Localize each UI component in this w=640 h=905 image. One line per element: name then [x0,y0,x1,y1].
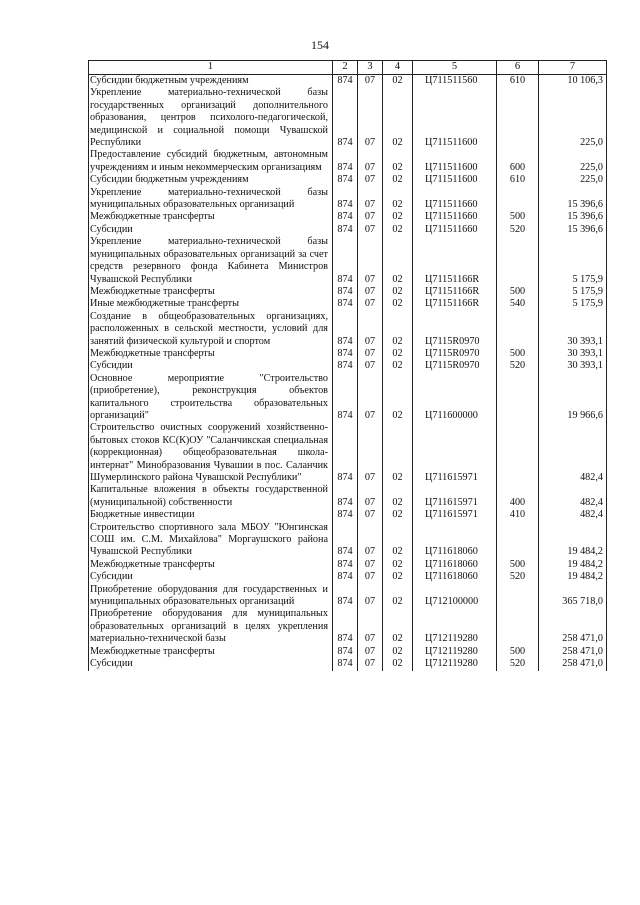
row-code-3: 07 [358,348,383,360]
row-expense-type: 500 [497,559,539,571]
table-row [89,584,607,609]
table-row [89,298,607,310]
table-header [89,61,607,75]
row-target-article: Ц711600000 [413,373,497,423]
table-row [89,149,607,174]
row-code-4: 02 [383,608,413,645]
row-code-4: 02 [383,348,413,360]
row-name: Строительство спортивного зала МБОУ "Юнгинская СОШ им. С.М. Михайлова" Моргаушского района Чувашской Республики [89,522,333,559]
row-target-article: Ц711615971 [413,484,497,509]
row-name: Межбюджетные трансферты [89,646,333,658]
row-code-2: 874 [333,298,358,310]
table-row [89,75,607,88]
row-name: Субсидии [89,224,333,236]
row-target-article: Ц711615971 [413,509,497,521]
row-expense-type: 520 [497,224,539,236]
header-col-5: 5 [413,61,497,75]
row-code-4: 02 [383,174,413,186]
row-expense-type [497,522,539,559]
row-target-article: Ц7115R0970 [413,311,497,348]
row-code-4: 02 [383,236,413,286]
row-expense-type [497,236,539,286]
row-code-4: 02 [383,211,413,223]
row-target-article: Ц711511660 [413,187,497,212]
table-row [89,522,607,559]
row-amount: 19 484,2 [539,559,607,571]
table-row [89,373,607,423]
row-expense-type [497,373,539,423]
header-col-7: 7 [539,61,607,75]
table-row [89,211,607,223]
table-row [89,236,607,286]
row-target-article: Ц711511600 [413,149,497,174]
row-target-article: Ц711511660 [413,224,497,236]
row-amount: 30 393,1 [539,311,607,348]
row-code-2: 874 [333,571,358,583]
row-code-2: 874 [333,311,358,348]
row-target-article: Ц711618060 [413,571,497,583]
table-row [89,360,607,372]
row-name: Субсидии бюджетным учреждениям [89,174,333,186]
table-row [89,174,607,186]
table-row [89,608,607,645]
row-code-3: 07 [358,75,383,88]
row-code-3: 07 [358,422,383,484]
row-code-3: 07 [358,658,383,670]
row-amount: 30 393,1 [539,360,607,372]
table-row [89,422,607,484]
row-code-2: 874 [333,236,358,286]
row-amount: 225,0 [539,174,607,186]
row-code-4: 02 [383,559,413,571]
table-row [89,286,607,298]
row-code-2: 874 [333,75,358,88]
row-code-2: 874 [333,360,358,372]
row-code-4: 02 [383,149,413,174]
row-code-3: 07 [358,224,383,236]
row-target-article: Ц7115R0970 [413,360,497,372]
row-name: Субсидии бюджетным учреждениям [89,75,333,88]
header-col-1: 1 [89,61,333,75]
row-name: Бюджетные инвестиции [89,509,333,521]
row-expense-type: 400 [497,484,539,509]
row-name: Межбюджетные трансферты [89,348,333,360]
row-amount: 482,4 [539,509,607,521]
row-code-3: 07 [358,236,383,286]
row-expense-type [497,311,539,348]
row-code-4: 02 [383,298,413,310]
table-row [89,348,607,360]
row-name: Межбюджетные трансферты [89,559,333,571]
row-name: Приобретение оборудования для муниципальных образовательных организаций в целях укрепления материально-технической базы [89,608,333,645]
row-target-article: Ц711511600 [413,87,497,149]
row-code-2: 874 [333,422,358,484]
table-row [89,571,607,583]
row-code-4: 02 [383,311,413,348]
row-expense-type: 520 [497,658,539,670]
row-target-article: Ц711618060 [413,559,497,571]
row-amount: 482,4 [539,484,607,509]
row-code-2: 874 [333,149,358,174]
row-target-article: Ц712119280 [413,658,497,670]
row-code-4: 02 [383,373,413,423]
row-expense-type: 410 [497,509,539,521]
header-col-6: 6 [497,61,539,75]
row-code-3: 07 [358,286,383,298]
row-expense-type [497,87,539,149]
row-target-article: Ц71151166R [413,236,497,286]
row-amount: 5 175,9 [539,298,607,310]
page-number: 154 [311,38,329,52]
header-col-3: 3 [358,61,383,75]
row-amount: 5 175,9 [539,236,607,286]
row-expense-type: 500 [497,286,539,298]
table-row [89,658,607,670]
row-code-3: 07 [358,571,383,583]
row-amount: 30 393,1 [539,348,607,360]
row-code-2: 874 [333,522,358,559]
table-row [89,311,607,348]
row-code-3: 07 [358,211,383,223]
row-name: Приобретение оборудования для государственных и муниципальных образовательных организаций [89,584,333,609]
row-target-article: Ц71151166R [413,286,497,298]
row-amount: 482,4 [539,422,607,484]
row-code-2: 874 [333,187,358,212]
row-code-4: 02 [383,360,413,372]
row-target-article: Ц71151166R [413,298,497,310]
row-code-3: 07 [358,311,383,348]
row-expense-type: 610 [497,174,539,186]
row-amount: 15 396,6 [539,224,607,236]
row-code-4: 02 [383,522,413,559]
row-code-4: 02 [383,646,413,658]
row-amount: 258 471,0 [539,608,607,645]
row-name: Субсидии [89,571,333,583]
row-name: Укрепление материально-технической базы государственных организаций дополнительного образования, центров психолого-педагогической, медицинской и социальной помощи Чувашской Республики [89,87,333,149]
row-name: Создание в общеобразовательных организациях, расположенных в сельской местности, условий для занятий физической культурой и спортом [89,311,333,348]
row-code-2: 874 [333,584,358,609]
row-target-article: Ц711511660 [413,211,497,223]
row-expense-type: 520 [497,360,539,372]
row-target-article: Ц711511560 [413,75,497,88]
row-target-article: Ц711615971 [413,422,497,484]
row-code-4: 02 [383,286,413,298]
row-name: Предоставление субсидий бюджетным, автономным учреждениям и иным некоммерческим организациям [89,149,333,174]
row-code-4: 02 [383,571,413,583]
row-expense-type [497,584,539,609]
row-code-3: 07 [358,509,383,521]
row-code-3: 07 [358,584,383,609]
row-code-3: 07 [358,149,383,174]
row-expense-type: 500 [497,646,539,658]
row-code-3: 07 [358,559,383,571]
row-amount: 10 106,3 [539,75,607,88]
row-code-3: 07 [358,484,383,509]
table-row [89,646,607,658]
row-code-2: 874 [333,348,358,360]
row-expense-type: 610 [497,75,539,88]
row-name: Капитальные вложения в объекты государственной (муниципальной) собственности [89,484,333,509]
row-expense-type [497,608,539,645]
row-expense-type: 520 [497,571,539,583]
table-row [89,484,607,509]
row-target-article: Ц712119280 [413,646,497,658]
row-amount: 15 396,6 [539,187,607,212]
row-code-4: 02 [383,75,413,88]
row-code-4: 02 [383,658,413,670]
row-code-2: 874 [333,608,358,645]
table-body [89,75,607,671]
row-code-2: 874 [333,211,358,223]
row-expense-type [497,422,539,484]
row-code-4: 02 [383,224,413,236]
row-amount: 19 484,2 [539,571,607,583]
row-amount: 258 471,0 [539,658,607,670]
row-code-3: 07 [358,522,383,559]
row-code-4: 02 [383,187,413,212]
row-name: Укрепление материально-технической базы муниципальных образовательных организаций за счет средств резервного фонда Кабинета Министров Чувашской Республики [89,236,333,286]
row-code-2: 874 [333,174,358,186]
row-code-2: 874 [333,373,358,423]
row-code-3: 07 [358,360,383,372]
row-expense-type: 600 [497,149,539,174]
table-row [89,509,607,521]
row-code-2: 874 [333,559,358,571]
row-code-3: 07 [358,298,383,310]
row-expense-type [497,187,539,212]
row-amount: 225,0 [539,87,607,149]
row-code-3: 07 [358,174,383,186]
row-name: Субсидии [89,658,333,670]
row-name: Строительство очистных сооружений хозяйственно-бытовых стоков КС(К)ОУ "Саланчикская специальная (коррекционная) общеобразовательная школа-интернат" Минобразования Чувашии в пос. Саланчик Шумерлинского района Чувашской Республики" [89,422,333,484]
table-row [89,187,607,212]
table-row [89,559,607,571]
row-code-2: 874 [333,646,358,658]
row-name: Укрепление материально-технической базы муниципальных образовательных организаций [89,187,333,212]
row-target-article: Ц712100000 [413,584,497,609]
row-target-article: Ц711511600 [413,174,497,186]
table-row [89,224,607,236]
row-target-article: Ц711618060 [413,522,497,559]
row-name: Основное мероприятие "Строительство (приобретение), реконструкция объектов капитального строительства образовательных организаций" [89,373,333,423]
row-code-2: 874 [333,658,358,670]
row-code-4: 02 [383,422,413,484]
row-code-3: 07 [358,187,383,212]
row-expense-type: 500 [497,348,539,360]
row-code-3: 07 [358,646,383,658]
row-name: Субсидии [89,360,333,372]
row-code-2: 874 [333,509,358,521]
row-code-4: 02 [383,509,413,521]
row-amount: 365 718,0 [539,584,607,609]
row-code-2: 874 [333,87,358,149]
row-amount: 225,0 [539,149,607,174]
row-amount: 5 175,9 [539,286,607,298]
row-code-2: 874 [333,286,358,298]
row-expense-type: 540 [497,298,539,310]
row-amount: 258 471,0 [539,646,607,658]
row-code-4: 02 [383,87,413,149]
row-target-article: Ц712119280 [413,608,497,645]
row-amount: 19 484,2 [539,522,607,559]
row-amount: 19 966,6 [539,373,607,423]
row-expense-type: 500 [497,211,539,223]
row-code-3: 07 [358,608,383,645]
row-code-3: 07 [358,87,383,149]
table-row [89,87,607,149]
row-name: Межбюджетные трансферты [89,286,333,298]
row-code-2: 874 [333,224,358,236]
header-col-4: 4 [383,61,413,75]
row-code-4: 02 [383,484,413,509]
row-code-4: 02 [383,584,413,609]
row-code-3: 07 [358,373,383,423]
row-target-article: Ц7115R0970 [413,348,497,360]
row-amount: 15 396,6 [539,211,607,223]
header-col-2: 2 [333,61,358,75]
row-name: Межбюджетные трансферты [89,211,333,223]
budget-table [88,60,607,671]
row-code-2: 874 [333,484,358,509]
row-name: Иные межбюджетные трансферты [89,298,333,310]
